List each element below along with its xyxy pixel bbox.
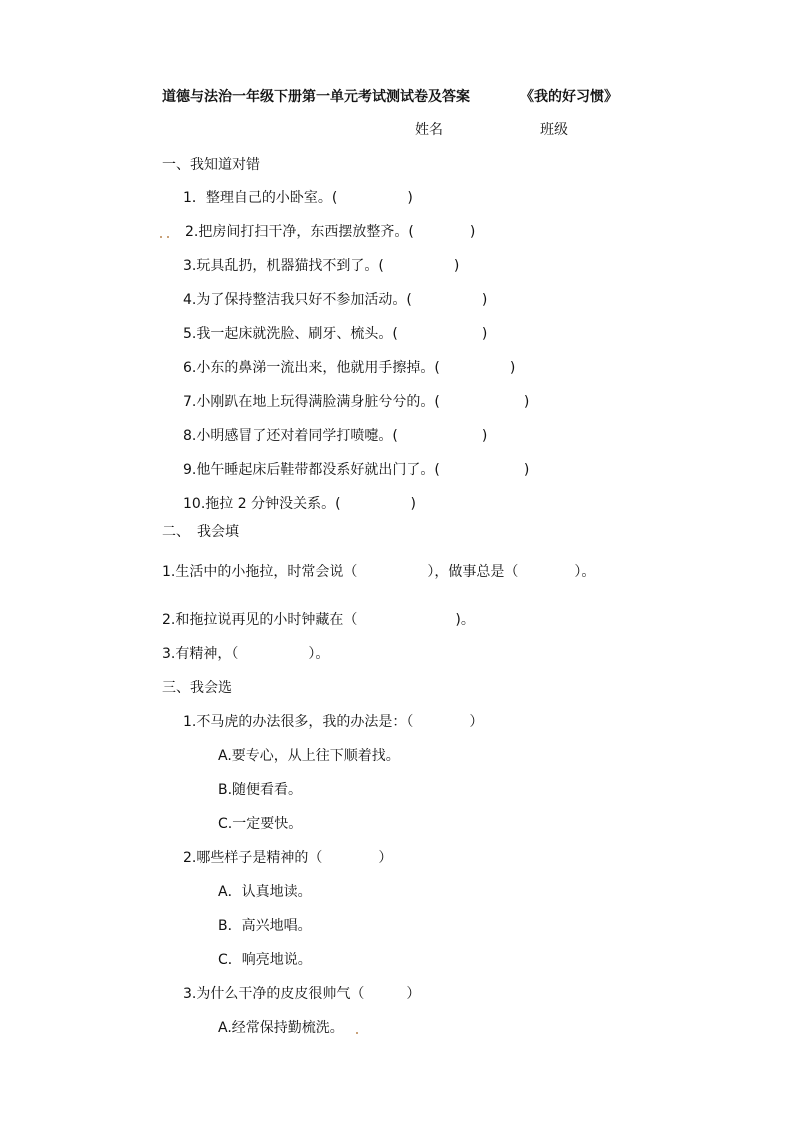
choice-question: 1.不马虎的办法很多，我的办法是：（ ） (183, 714, 484, 730)
choice-option: C.一定要快。 (218, 816, 303, 832)
fill-in-item: 2.和拖拉说再见的小时钟藏在（ )。 (162, 612, 475, 628)
true-false-item: 2.把房间打扫干净，东西摆放整齐。( ) (185, 224, 476, 240)
choice-question: 2.哪些样子是精神的（ ） (183, 850, 393, 866)
section-heading-choice: 三、我会选 (162, 680, 232, 696)
true-false-item: 5.我一起床就洗脸、刷牙、梳头。( ) (183, 326, 488, 342)
choice-option: A.要专心，从上往下顺着找。 (218, 748, 400, 764)
fill-in-item: 1.生活中的小拖拉，时常会说（ ），做事总是（ ）。 (162, 564, 596, 580)
class-label: 班级 (540, 122, 568, 138)
true-false-item: 9.他午睡起床后鞋带都没系好就出门了。( ) (183, 462, 530, 478)
true-false-item: 3.玩具乱扔，机器猫找不到了。( ) (183, 258, 460, 274)
choice-option: B．高兴地唱。 (218, 918, 312, 934)
scan-speck (160, 236, 162, 238)
section-heading-true-false: 一、我知道对错 (162, 157, 260, 173)
scan-speck (356, 1032, 358, 1034)
document-title: 道德与法治一年级下册第一单元考试测试卷及答案 (162, 89, 470, 105)
choice-option: A.经常保持勤梳洗。 (218, 1020, 344, 1036)
true-false-item: 6.小东的鼻涕一流出来，他就用手擦掉。( ) (183, 360, 516, 376)
true-false-item: 8.小明感冒了还对着同学打喷嚏。( ) (183, 428, 488, 444)
choice-option: C．响亮地说。 (218, 952, 312, 968)
fill-in-item: 3.有精神，（ ）。 (162, 646, 330, 662)
document-title-book: 《我的好习惯》 (520, 89, 618, 105)
true-false-item: 4.为了保持整洁我只好不参加活动。( ) (183, 292, 488, 308)
name-label: 姓名 (415, 122, 443, 138)
scan-speck (167, 236, 169, 238)
true-false-item: 10.拖拉 2 分钟没关系。( ) (183, 496, 416, 512)
true-false-item: 7.小刚趴在地上玩得满脸满身脏兮兮的。( ) (183, 394, 530, 410)
true-false-item: 1．整理自己的小卧室。( ) (183, 190, 413, 206)
section-heading-fill-in: 二、 我会填 (162, 524, 239, 540)
choice-option: B.随便看看。 (218, 782, 303, 798)
choice-question: 3.为什么干净的皮皮很帅气（ ） (183, 986, 421, 1002)
choice-option: A．认真地读。 (218, 884, 312, 900)
